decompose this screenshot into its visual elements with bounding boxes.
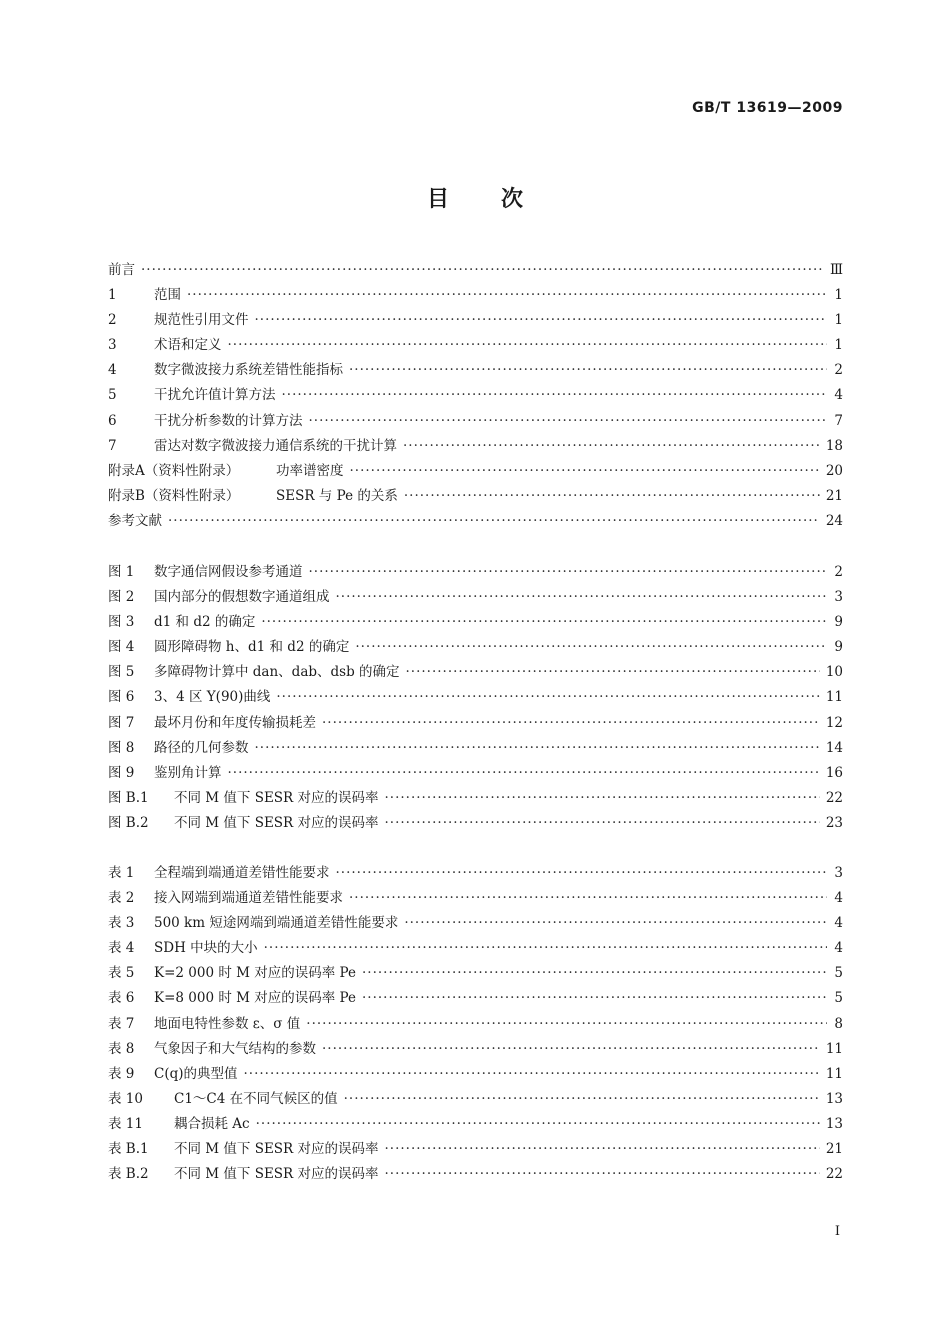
- toc-leader-dots: [309, 409, 828, 434]
- toc-entry-page: 4: [834, 387, 843, 404]
- toc-leader-dots: [187, 283, 827, 308]
- toc-leader-dots: [404, 911, 827, 936]
- toc-leader-dots: [264, 936, 827, 961]
- toc-entry-page: 11: [825, 689, 843, 706]
- toc-table-entry[interactable]: [108, 986, 843, 1011]
- toc-table-entry[interactable]: [108, 1037, 843, 1062]
- toc-leader-dots: [350, 459, 820, 484]
- toc-entry[interactable]: [108, 358, 843, 383]
- toc-leader-dots: [256, 1112, 820, 1137]
- toc-entry-page: 1: [834, 312, 843, 329]
- toc-entry-number: 图 3: [108, 614, 135, 631]
- toc-entry-label: 参考文献: [108, 512, 162, 529]
- toc-leader-dots: [168, 509, 820, 534]
- toc-entry-number: 表 10: [108, 1090, 143, 1107]
- toc-entry-number: 表 6: [108, 990, 135, 1007]
- toc-entry-number: 图 7: [108, 714, 135, 731]
- toc-table-entry[interactable]: [108, 1137, 843, 1162]
- toc-main-section: [108, 258, 843, 534]
- toc-entry-label: 数字通信网假设参考通道: [154, 564, 303, 580]
- toc-entry-page: 9: [834, 639, 843, 656]
- toc-table-entry[interactable]: [108, 1112, 843, 1137]
- toc-leader-dots: [355, 635, 827, 660]
- toc-entry-label: 范围: [154, 287, 181, 304]
- toc-leader-dots: [385, 811, 820, 836]
- toc-entry[interactable]: [108, 258, 843, 283]
- toc-entry-page: 12: [825, 714, 843, 731]
- toc-entry-page: Ⅲ: [829, 262, 843, 278]
- toc-entry-label: d1 和 d2 的确定: [154, 614, 256, 631]
- toc-entry-label: 规范性引用文件: [154, 312, 249, 329]
- toc-entry-page: 13: [825, 1115, 843, 1132]
- toc-entry-label: 气象因子和大气结构的参数: [154, 1040, 316, 1057]
- toc-entry[interactable]: [108, 308, 843, 333]
- toc-entry-number: 附录B（资料性附录）: [108, 487, 240, 504]
- title-char-2: 次: [501, 187, 524, 212]
- toc-entry[interactable]: [108, 509, 843, 534]
- toc-entry-number: 图 9: [108, 764, 135, 781]
- toc-entry-label: 耦合损耗 Ac: [174, 1115, 250, 1132]
- toc-entry-page: 21: [825, 487, 843, 504]
- toc-entry-page: 20: [825, 462, 843, 479]
- toc-entry-label: 最坏月份和年度传输损耗差: [154, 714, 316, 731]
- toc-entry-label: 圆形障碍物 h、d1 和 d2 的确定: [154, 639, 350, 656]
- title-char-1: 目: [426, 187, 449, 212]
- toc-entry-label: 多障碍物计算中 dan、dab、dsb 的确定: [154, 664, 400, 681]
- toc-entry-number: 图 B.1: [108, 789, 149, 806]
- toc-leader-dots: [404, 484, 820, 509]
- toc-entry-page: 24: [825, 512, 843, 529]
- toc-entry-number: 表 11: [108, 1115, 143, 1132]
- toc-leader-dots: [385, 1162, 820, 1187]
- toc-entry-number: 表 B.1: [108, 1141, 149, 1158]
- toc-table-entry[interactable]: [108, 1012, 843, 1037]
- toc-leader-dots: [344, 1087, 820, 1112]
- toc-figure-entry[interactable]: [108, 610, 843, 635]
- toc-figure-entry[interactable]: [108, 585, 843, 610]
- toc-leader-dots: [276, 685, 819, 710]
- toc-entry-number: 表 9: [108, 1065, 135, 1082]
- toc-entry-label: 前言: [108, 262, 135, 278]
- toc-leader-dots: [362, 986, 827, 1011]
- toc-entry-page: 7: [834, 412, 843, 429]
- toc-table-entry[interactable]: [108, 861, 843, 886]
- toc-entry-label: 干扰允许值计算方法: [154, 387, 276, 404]
- toc-figure-entry[interactable]: [108, 685, 843, 710]
- toc-entry-page: 4: [834, 940, 843, 957]
- toc-figure-entry[interactable]: [108, 560, 843, 585]
- toc-entry-page: 1: [834, 337, 843, 354]
- toc-entry-page: 13: [825, 1090, 843, 1107]
- toc-entry-number: 表 1: [108, 865, 135, 881]
- toc-entry-label: 国内部分的假想数字通道组成: [154, 589, 330, 606]
- toc-entry-label: 500 km 短途网端到端通道差错性能要求: [154, 915, 399, 932]
- toc-entry-number: 表 7: [108, 1015, 135, 1032]
- toc-entry-label: 不同 M 值下 SESR 对应的误码率: [174, 1141, 379, 1158]
- toc-leader-dots: [228, 333, 828, 358]
- toc-entry-page: 8: [834, 1015, 843, 1032]
- toc-entry-label: 雷达对数字微波接力通信系统的干扰计算: [154, 437, 397, 454]
- toc-leader-dots: [336, 585, 828, 610]
- toc-entry-label: K=2 000 时 M 对应的误码率 Pe: [154, 965, 356, 982]
- toc-entry-label: C(q)的典型值: [154, 1065, 238, 1082]
- toc-figures-section: [108, 560, 843, 836]
- toc-leader-dots: [141, 258, 824, 283]
- toc-entry-page: 11: [825, 1040, 843, 1057]
- toc-entry-number: 表 8: [108, 1040, 135, 1057]
- toc-entry-number: 图 5: [108, 664, 135, 681]
- toc-entry-number: 1: [108, 287, 117, 304]
- toc-table-entry[interactable]: [108, 1062, 843, 1087]
- toc-entry-number: 2: [108, 312, 117, 329]
- toc-entry-label: SESR 与 Pe 的关系: [276, 487, 398, 504]
- toc-entry-label: C1～C4 在不同气候区的值: [174, 1090, 338, 1107]
- toc-leader-dots: [322, 1037, 820, 1062]
- toc-entry-number: 表 2: [108, 890, 135, 907]
- toc-entry-page: 5: [834, 965, 843, 982]
- toc-entry[interactable]: [108, 283, 843, 308]
- toc-entry-page: 2: [834, 564, 843, 580]
- toc-leader-dots: [349, 886, 827, 911]
- toc-entry-number: 图 6: [108, 689, 135, 706]
- toc-table-entry[interactable]: [108, 886, 843, 911]
- toc-table-entry[interactable]: [108, 911, 843, 936]
- toc-entry[interactable]: [108, 333, 843, 358]
- toc-leader-dots: [228, 761, 820, 786]
- toc-entry-label: 路径的几何参数: [154, 739, 249, 756]
- toc-figure-entry[interactable]: [108, 736, 843, 761]
- page-number: I: [834, 1224, 840, 1239]
- toc-entry-number: 7: [108, 437, 117, 454]
- toc-entry-page: 23: [825, 814, 843, 831]
- toc-entry-number: 表 4: [108, 940, 135, 957]
- toc-entry-page: 3: [834, 589, 843, 606]
- toc-entry-label: 地面电特性参数 ε、σ 值: [154, 1015, 301, 1032]
- toc-leader-dots: [282, 383, 828, 408]
- toc-entry-number: 6: [108, 412, 117, 429]
- toc-entry-label: 3、4 区 Y(90)曲线: [154, 689, 271, 706]
- toc-leader-dots: [336, 861, 828, 886]
- toc-entry-number: 表 3: [108, 915, 135, 932]
- toc-entry-number: 表 5: [108, 965, 135, 982]
- toc-entry-label: 数字微波接力系统差错性能指标: [154, 362, 343, 379]
- toc-entry-number: 3: [108, 337, 117, 354]
- toc-entry-page: 2: [834, 362, 843, 379]
- toc-entry-page: 16: [825, 764, 843, 781]
- toc-entry-label: 接入网端到端通道差错性能要求: [154, 890, 343, 907]
- toc-entry-page: 14: [825, 739, 843, 756]
- toc-entry-page: 4: [834, 915, 843, 932]
- toc-entry-page: 18: [825, 437, 843, 454]
- toc-entry-label: 不同 M 值下 SESR 对应的误码率: [174, 789, 379, 806]
- standard-code: GB/T 13619—2009: [692, 100, 843, 116]
- toc-entry-label: 鉴别角计算: [154, 764, 222, 781]
- toc-entry-page: 1: [834, 287, 843, 304]
- toc-table-entry[interactable]: [108, 1162, 843, 1187]
- page-title: [0, 182, 950, 213]
- toc-entry-page: 10: [825, 664, 843, 681]
- toc-leader-dots: [322, 711, 820, 736]
- toc-entry-label: SDH 中块的大小: [154, 940, 258, 957]
- toc-leader-dots: [309, 560, 828, 585]
- toc-table-entry[interactable]: [108, 961, 843, 986]
- toc-entry-label: 全程端到端通道差错性能要求: [154, 865, 330, 881]
- toc-entry[interactable]: [108, 484, 843, 509]
- toc-entry-number: 图 B.2: [108, 814, 149, 831]
- toc-leader-dots: [362, 961, 827, 986]
- toc-table-entry[interactable]: [108, 1087, 843, 1112]
- toc-entry-number: 图 1: [108, 564, 135, 580]
- toc-leader-dots: [385, 1137, 820, 1162]
- toc-leader-dots: [255, 736, 820, 761]
- toc-entry-number: 表 B.2: [108, 1166, 149, 1183]
- toc-entry-number: 附录A（资料性附录）: [108, 462, 240, 479]
- toc-entry-label: 干扰分析参数的计算方法: [154, 412, 303, 429]
- toc-entry-number: 图 4: [108, 639, 135, 656]
- toc-entry-page: 3: [834, 865, 843, 881]
- toc-entry-label: 不同 M 值下 SESR 对应的误码率: [174, 814, 379, 831]
- toc-leader-dots: [385, 786, 820, 811]
- toc-entry-number: 4: [108, 362, 117, 379]
- toc-entry-label: K=8 000 时 M 对应的误码率 Pe: [154, 990, 356, 1007]
- toc-entry-page: 4: [834, 890, 843, 907]
- toc-entry-page: 22: [825, 1166, 843, 1183]
- toc-entry-number: 图 8: [108, 739, 135, 756]
- toc-leader-dots: [244, 1062, 820, 1087]
- toc-entry[interactable]: [108, 434, 843, 459]
- toc-entry-page: 11: [825, 1065, 843, 1082]
- toc-table-entry[interactable]: [108, 936, 843, 961]
- toc-entry-label: 不同 M 值下 SESR 对应的误码率: [174, 1166, 379, 1183]
- toc-figure-entry[interactable]: [108, 660, 843, 685]
- toc-entry[interactable]: [108, 409, 843, 434]
- toc-entry-page: 9: [834, 614, 843, 631]
- toc-entry[interactable]: [108, 383, 843, 408]
- toc-entry[interactable]: [108, 459, 843, 484]
- toc-entry-number: 5: [108, 387, 117, 404]
- toc-leader-dots: [306, 1012, 827, 1037]
- toc-figure-entry[interactable]: [108, 761, 843, 786]
- toc-leader-dots: [406, 660, 820, 685]
- toc-figure-entry[interactable]: [108, 786, 843, 811]
- toc-figure-entry[interactable]: [108, 635, 843, 660]
- toc-figure-entry[interactable]: [108, 811, 843, 836]
- toc-tables-section: [108, 861, 843, 1187]
- toc-figure-entry[interactable]: [108, 711, 843, 736]
- toc-entry-label: 术语和定义: [154, 337, 222, 354]
- toc-entry-label: 功率谱密度: [276, 462, 344, 479]
- toc-entry-page: 21: [825, 1141, 843, 1158]
- toc-leader-dots: [261, 610, 827, 635]
- toc-entry-number: 图 2: [108, 589, 135, 606]
- toc-leader-dots: [255, 308, 828, 333]
- toc-entry-page: 5: [834, 990, 843, 1007]
- toc-leader-dots: [403, 434, 820, 459]
- toc-entry-page: 22: [825, 789, 843, 806]
- toc-leader-dots: [349, 358, 827, 383]
